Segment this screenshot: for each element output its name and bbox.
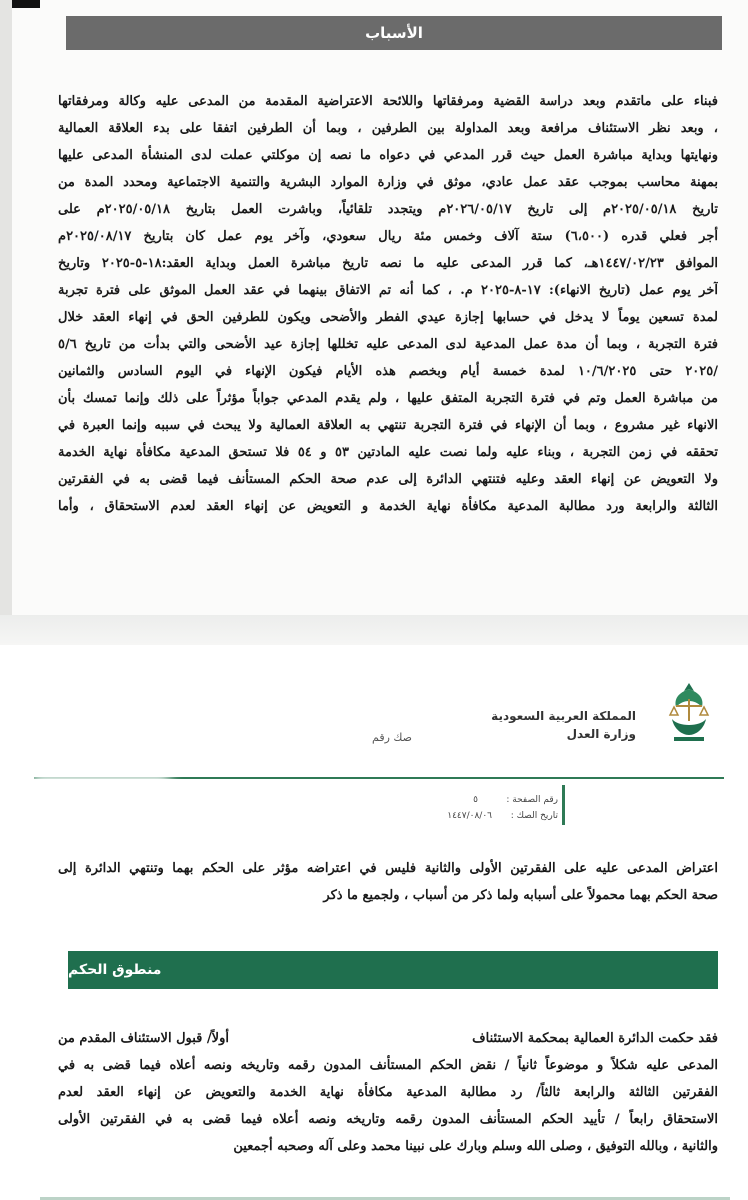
text-line: صحة الحكم بهما محمولاً على أسبابه ولما ذكر من أسباب ، ولجميع ما ذكر (323, 888, 718, 903)
text-line: الفقرتين الثالثة والرابعة ثالثاً/ رد مطالبة المدعية مكافأة نهاية الخدمة والتعويض عن إنهاء العقد لعدم (58, 1085, 718, 1100)
text-line: الثالثة والرابعة ورد مطالبة المدعية مكافأة نهاية الخدمة و التعويض عن إنهاء العقد لعدم الاستحقاق ، وأما (58, 499, 718, 514)
section-title-bar (66, 16, 722, 50)
text-line: /٢٠٢٥ حتى ١٠/٦/٢٠٢٥ لمدة خمسة أيام وبخصم هذه الأيام فيكون الإنهاء في اليوم السادس والثمانين (58, 364, 718, 379)
reasons-paragraph (58, 88, 718, 520)
text-line: تاريخ ٢٠٢٥/٠٥/١٨م إلى تاريخ ٢٠٢٦/٠٥/١٧م ويتجدد تلقائياً، وباشرت العمل بتاريخ ٢٠٢٥/٠٥/١٨م على (58, 202, 718, 217)
document-page-2 (0, 645, 748, 1200)
text-line: اعتراض المدعى عليه على الفقرتين الأولى والثانية فليس في اعتراضه مؤثر على الحكم بهما وتنتهي الدائرة إلى (58, 861, 718, 876)
header-vertical-divider (562, 785, 565, 825)
header-divider (34, 777, 724, 779)
page-separator (0, 615, 748, 645)
text-line: الانهاء غير مشروع ، وبما أن الإنهاء في فترة التجربة تنتهي به العلاقة العمالية ولا يبحث في سببه وإنما العبرة في (58, 418, 718, 433)
text-line: ولا التعويض عن إنهاء العقد وعليه فتنتهي الدائرة إلى عدم صحة الحكم المستأنف فيما قضى به في الفقرتين (58, 472, 718, 487)
deed-number-label: صك رقم (372, 731, 412, 744)
verdict-paragraph (58, 1025, 718, 1160)
text-line: فبناء على ماتقدم وبعد دراسة القضية ومرفقاتها واللائحة الاعتراضية المقدمة من المدعى عليه وكالة ومرفقاتها (58, 94, 718, 109)
verdict-title-bar (68, 951, 718, 989)
text-line: الموافق ١٤٤٧/٠٢/٢٣هـ، كما قرر المدعى عليه ما نصه تاريخ مباشرة العمل وبداية العقد:١٨-٥-٢٠٢٥ وتاريخ (58, 256, 718, 271)
text-line: فترة التجربة ، وبما أن مدة عمل المدعية لدى المدعى عليه تخللها إجازة عيد الأضحى والتي بدأت من تاريخ ٥/٦ (58, 337, 718, 352)
text-line: ونهايتها وبداية مباشرة العمل حيث قرر المدعي في دعواه ما نصه إن موكلتي عملت لدى المنشأة المدعى عليها (58, 148, 718, 163)
text-line: من مباشرة العمل وتم في فترة التجربة المتفق عليها ، ولم يقدم المدعي جواباً مؤثراً على ذلك وإنما تمسك بأن (58, 391, 718, 406)
redacted-area (38, 780, 164, 840)
section-title: الأسباب (365, 24, 423, 42)
continuation-paragraph (58, 855, 718, 909)
text-line: الاستحقاق رابعاً / تأييد الحكم المستأنف المدون رقمه وتاريخه ونصه أعلاه فيما قضى به في الفقرتين الأولى (58, 1112, 718, 1127)
page-number-label: رقم الصفحة : (506, 795, 558, 805)
text-line: لمدة تسعين يوماً لا يدخل في حسابها إجازة عيدي الفطر والأضحى ويكون للطرفين الحق في إنهاء العقد خلال (58, 310, 718, 325)
org-name: المملكة العربية السعودية (491, 709, 636, 723)
deed-date-label: تاريخ الصك : (510, 811, 558, 821)
deed-date-value: ١٤٤٧/٠٨/٠٦ (447, 811, 492, 821)
ministry-logo-icon (664, 681, 714, 743)
verdict-first-line (58, 1025, 718, 1052)
scan-margin (0, 0, 12, 615)
text-line: أجر فعلي قدره (٦،٥٠٠) ستة آلاف وخمس مئة ريال سعودي، وآخر يوم عمل كان بتاريخ ٢٠٢٥/٠٨/١٧م (58, 229, 718, 244)
text-line: تحققه في زمن التجربة ، وبناء عليه ولما نصت عليه المادتين ٥٣ و ٥٤ فلا تستحق المدعية مكافأة نهاية الخدمة (58, 445, 718, 460)
text-line: آخر يوم عمل (تاريخ الانهاء): ١٧-٨-٢٠٢٥ م. ، كما أنه تم الاتفاق بينهما في عقد العمل الموثق على فترة تجربة (58, 283, 718, 298)
page-number-value: ٥ (473, 795, 478, 805)
ministry-name: وزارة العدل (566, 727, 636, 741)
text-line: والثانية ، وبالله التوفيق ، وصلى الله وسلم وبارك على نبينا محمد وعلى آله وصحبه أجمعين (233, 1139, 718, 1154)
verdict-title: منطوق الحكم (68, 962, 162, 978)
text-line: المدعى عليه شكلاً و موضوعاً ثانياً / نقض الحكم المستأنف المدون رقمه وتاريخه ونصه أعلاه فيما قضى به في (58, 1058, 718, 1073)
text-line: ، وبعد نظر الاستئناف مرافعة وبعد المداولة بين الطرفين ، وبما أن الطرفين اتفقا على بدء العلاقة العمالية (58, 121, 718, 136)
text-line: بمهنة محاسب بموجب عقد عمل عادي، موثق في وزارة الموارد البشرية والتنمية الاجتماعية ومحدد المدة من (58, 175, 718, 190)
verdict-court-text: فقد حكمت الدائرة العمالية بمحكمة الاستئناف (472, 1031, 718, 1046)
verdict-first-ruling: أولاً/ قبول الاستئناف المقدم من (58, 1031, 229, 1046)
